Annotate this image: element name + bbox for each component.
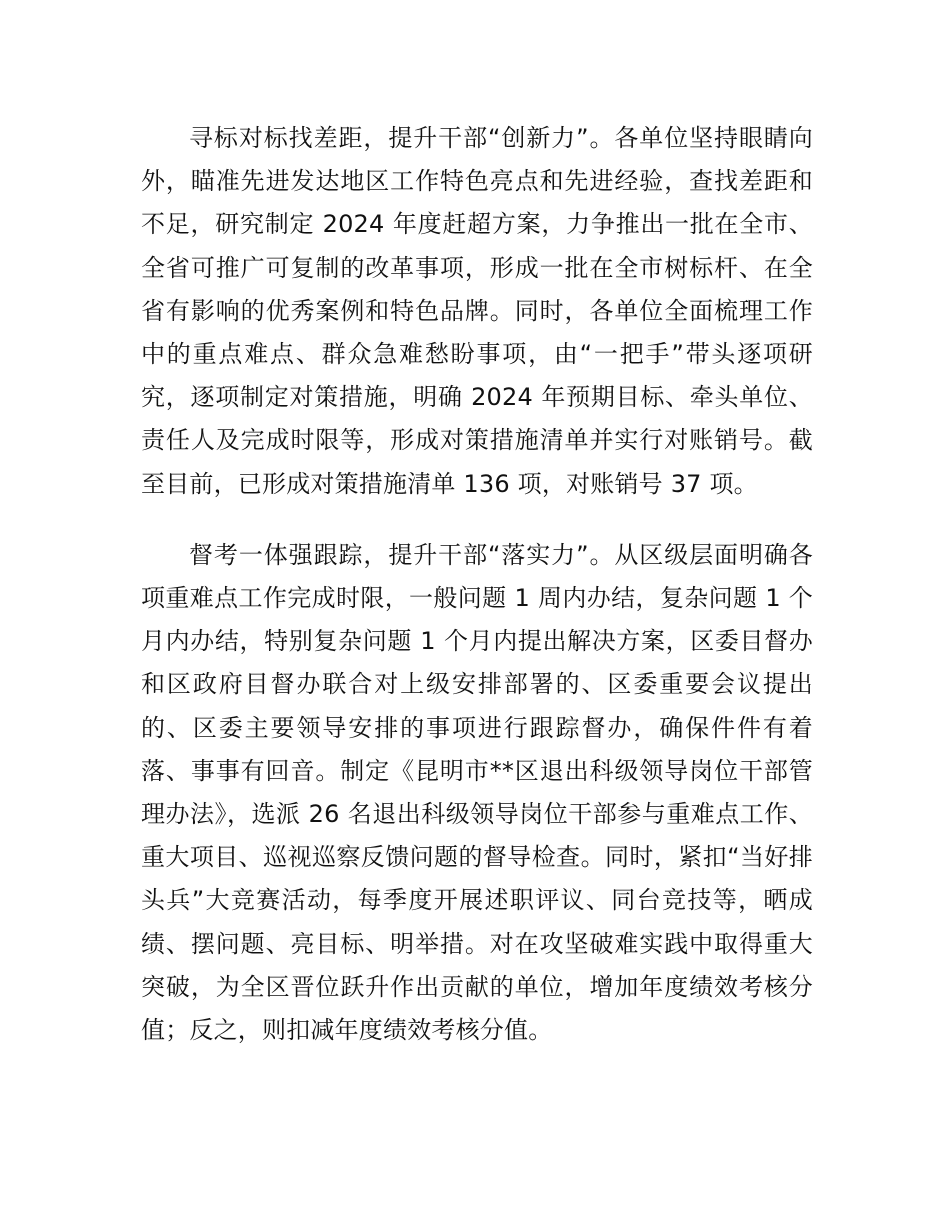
document-body [141, 117, 813, 1052]
paragraph-implementation: 督考一体强跟踪，提升干部“落实力”。从区级层面明确各项重难点工作完成时限，一般问题 1 周内办结，复杂问题 1 个月内办结，特别复杂问题 1 个月内提出解决方案，区委目督办和区政府目督办联合对上级安排部署的、区委重要会议提出的、区委主要领导安排的事项进行跟踪督办，确保件件有着落、事事有回音。制定《昆明市**区退出科级领导岗位干部管理办法》，选派 26 名退出科级领导岗位干部参与重难点工作、重大项目、巡视巡察反馈问题的督导检查。同时，紧扣“当好排头兵”大竞赛活动，每季度开展述职评议、同台竞技等，晒成绩、摆问题、亮目标、明举措。对在攻坚破难实践中取得重大突破，为全区晋位跃升作出贡献的单位，增加年度绩效考核分值；反之，则扣减年度绩效考核分值。 [141, 540, 813, 1045]
paragraph-innovation: 寻标对标找差距，提升干部“创新力”。各单位坚持眼睛向外，瞄准先进发达地区工作特色亮点和先进经验，查找差距和不足，研究制定 2024 年度赶超方案，力争推出一批在全市、全省可推广可复制的改革事项，形成一批在全市树标杆、在全省有影响的优秀案例和特色品牌。同时，各单位全面梳理工作中的重点难点、群众急难愁盼事项，由“一把手”带头逐项研究，逐项制定对策措施，明确 2024 年预期目标、牵头单位、责任人及完成时限等，形成对策措施清单并实行对账销号。截至目前，已形成对策措施清单 136 项，对账销号 37 项。 [141, 124, 813, 498]
